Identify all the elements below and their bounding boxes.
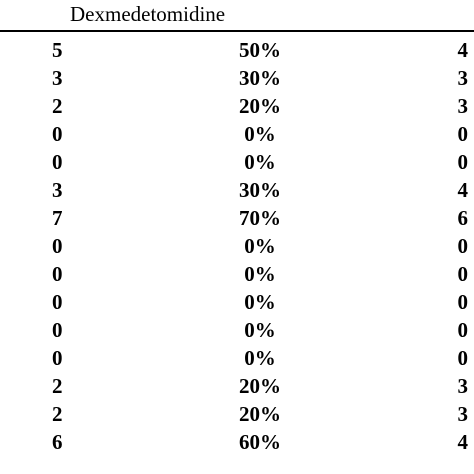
other-count-cell: 0 [457, 318, 468, 342]
other-count-cell: 3 [457, 402, 468, 426]
other-count-cell: 0 [457, 150, 468, 174]
count-cell: 0 [52, 122, 63, 146]
table-row [0, 316, 474, 344]
other-count-cell: 0 [457, 290, 468, 314]
percent-cell: 30% [239, 66, 281, 90]
other-count-cell: 6 [457, 206, 468, 230]
percent-cell: 30% [239, 178, 281, 202]
count-cell: 2 [52, 374, 63, 398]
table-body [0, 36, 474, 456]
other-count-cell: 0 [457, 346, 468, 370]
count-cell: 0 [52, 150, 63, 174]
other-count-cell: 3 [457, 374, 468, 398]
percent-cell: 60% [239, 430, 281, 454]
count-cell: 7 [52, 206, 63, 230]
percent-cell: 20% [239, 94, 281, 118]
percent-cell: 0% [244, 150, 276, 174]
table-row [0, 288, 474, 316]
percent-cell: 20% [239, 402, 281, 426]
table-row [0, 428, 474, 456]
table-row [0, 120, 474, 148]
other-count-cell: 0 [457, 262, 468, 286]
percent-cell: 0% [244, 290, 276, 314]
percent-cell: 0% [244, 234, 276, 258]
other-count-cell: 0 [457, 234, 468, 258]
count-cell: 0 [52, 290, 63, 314]
count-cell: 5 [52, 38, 63, 62]
percent-cell: 0% [244, 262, 276, 286]
other-count-cell: 3 [457, 66, 468, 90]
table-row [0, 204, 474, 232]
other-count-cell: 4 [457, 178, 468, 202]
table-row [0, 36, 474, 64]
percent-cell: 0% [244, 346, 276, 370]
count-cell: 3 [52, 178, 63, 202]
percent-cell: 70% [239, 206, 281, 230]
other-count-cell: 4 [457, 430, 468, 454]
table-row [0, 400, 474, 428]
count-cell: 0 [52, 318, 63, 342]
header-rule [0, 30, 474, 32]
other-count-cell: 3 [457, 94, 468, 118]
table-row [0, 372, 474, 400]
other-count-cell: 4 [457, 38, 468, 62]
table-row [0, 64, 474, 92]
percent-cell: 0% [244, 122, 276, 146]
count-cell: 0 [52, 234, 63, 258]
percent-cell: 20% [239, 374, 281, 398]
table-row [0, 176, 474, 204]
table-row [0, 148, 474, 176]
count-cell: 2 [52, 94, 63, 118]
count-cell: 6 [52, 430, 63, 454]
table-row [0, 232, 474, 260]
count-cell: 0 [52, 346, 63, 370]
count-cell: 2 [52, 402, 63, 426]
other-count-cell: 0 [457, 122, 468, 146]
percent-cell: 0% [244, 318, 276, 342]
count-cell: 3 [52, 66, 63, 90]
table-row [0, 92, 474, 120]
table-row [0, 344, 474, 372]
column-group-title: Dexmedetomidine [70, 2, 226, 26]
count-cell: 0 [52, 262, 63, 286]
table-row [0, 260, 474, 288]
percent-cell: 50% [239, 38, 281, 62]
